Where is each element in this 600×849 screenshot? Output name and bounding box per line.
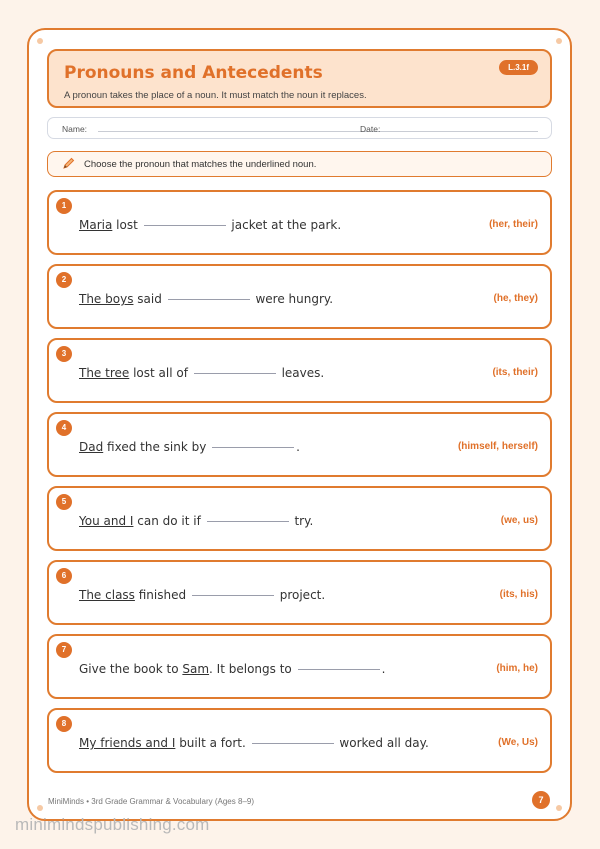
answer-blank[interactable] [144,225,226,226]
name-field[interactable] [98,131,388,132]
sentence-text: built a fort. [175,736,250,750]
sentence-text: leaves. [277,366,325,380]
pencil-icon [62,157,75,175]
sentence-text: were hungry. [251,292,334,306]
underlined-noun: You and I [79,514,134,528]
question-card [47,560,552,625]
pronoun-options: (him, he) [496,663,538,674]
question-sentence [79,218,341,232]
question-sentence [79,588,325,602]
corner-dot [556,805,562,811]
question-card [47,708,552,773]
date-field[interactable] [388,131,538,132]
question-card [47,412,552,477]
sentence-text: . [381,662,386,676]
name-date-bar [47,117,552,139]
underlined-noun: The boys [79,292,134,306]
sentence-text: lost all of [129,366,192,380]
answer-blank[interactable] [212,447,294,448]
question-number-badge: 8 [56,716,72,732]
question-sentence [79,366,324,380]
underlined-noun: My friends and I [79,736,176,750]
footer-text: MiniMinds • 3rd Grade Grammar & Vocabulary (Ages 8–9) [48,797,254,806]
question-number-badge: 5 [56,494,72,510]
question-number-badge: 1 [56,198,72,214]
question-sentence [79,662,385,676]
question-number-badge: 4 [56,420,72,436]
question-card [47,264,552,329]
name-label: Name: [62,124,88,134]
standard-badge: L.3.1f [499,60,538,75]
question-card [47,486,552,551]
sentence-text: jacket at the park. [227,218,342,232]
question-number-badge: 6 [56,568,72,584]
sentence-text: worked all day. [335,736,429,750]
header-banner [47,49,552,108]
sentence-text: finished [134,588,190,602]
underlined-noun: The class [79,588,135,602]
pronoun-options: (We, Us) [498,737,538,748]
question-card [47,634,552,699]
answer-blank[interactable] [298,669,380,670]
question-number-badge: 7 [56,642,72,658]
sentence-text: can do it if [133,514,205,528]
question-card [47,190,552,255]
corner-dot [37,805,43,811]
question-sentence [79,514,313,528]
pronoun-options: (we, us) [500,515,538,526]
page-title: Pronouns and Antecedents [64,63,323,83]
answer-blank[interactable] [192,595,274,596]
pronoun-options: (its, their) [492,367,538,378]
sentence-text: . [296,440,300,454]
underlined-noun: Maria [79,218,113,232]
answer-blank[interactable] [168,299,250,300]
underlined-noun: The tree [79,366,130,380]
question-number-badge: 2 [56,272,72,288]
underlined-noun: Dad [79,440,104,454]
sentence-text: said [133,292,166,306]
pronoun-options: (himself, herself) [457,441,538,452]
sentence-text: try. [290,514,314,528]
answer-blank[interactable] [207,521,289,522]
pronoun-options: (its, his) [499,589,538,600]
corner-dot [556,38,562,44]
corner-dot [37,38,43,44]
question-card [47,338,552,403]
date-label: Date: [360,124,381,134]
sentence-text: lost [112,218,142,232]
question-sentence [79,292,333,306]
page-number-badge: 7 [532,791,550,809]
question-number-badge: 3 [56,346,72,362]
sentence-text: fixed the sink by [103,440,211,454]
instructions-box [47,151,552,177]
watermark: minimindspublishing.com [15,815,210,834]
question-sentence [79,736,429,750]
answer-blank[interactable] [252,743,334,744]
underlined-noun: Sam [182,662,210,676]
pronoun-options: (her, their) [489,219,538,230]
sentence-text: Give the book to [79,662,183,676]
answer-blank[interactable] [194,373,276,374]
page-subtitle: A pronoun takes the place of a noun. It must match the noun it replaces. [64,90,367,101]
pronoun-options: (he, they) [493,293,538,304]
question-sentence [79,440,300,454]
sentence-text: project. [275,588,326,602]
sentence-text: . It belongs to [209,662,296,676]
instructions-text: Choose the pronoun that matches the underlined noun. [84,159,317,170]
